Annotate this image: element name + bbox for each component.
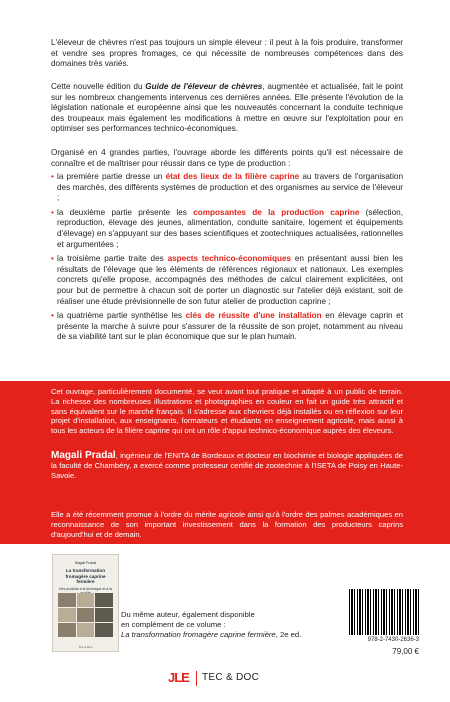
bullet-highlight: aspects technico-économiques bbox=[167, 254, 292, 264]
bullet-icon: • bbox=[51, 172, 54, 181]
intro-paragraph-1: L'éleveur de chèvres n'est pas toujours un simple éleveur : il peut à la fois produire, transformer et vendre ses propres fromages, ce qui nécessite de nombreuses compétences dans des domaines très variés. bbox=[51, 38, 403, 69]
intro-paragraph-3: Organisé en 4 grandes parties, l'ouvrage aborde les différents points qu'il est nécessaire de connaître et de maîtriser pour réussir dans ce type de production : bbox=[51, 148, 403, 168]
bullet-text-post: (sélection, reproduction, élevage des jeunes, alimentation, conduite sanitaire, logement et équipements d'élevage) en s'appuyant sur des bases scientifiques et zootechniques actualisées, rationnelles et argumentées ; bbox=[57, 207, 404, 249]
bullet-highlight: composantes de la production caprine bbox=[193, 207, 360, 217]
cover-photo bbox=[58, 608, 76, 622]
related-book-cover bbox=[52, 554, 119, 652]
related-note-title-line bbox=[121, 630, 361, 640]
bullet-highlight: état des lieux de la filière caprine bbox=[165, 172, 300, 181]
cover-subtitle: Des produits à la technique et à la bbox=[59, 586, 112, 591]
cover-publisher: Tec & Doc bbox=[78, 645, 93, 649]
tec-doc-logo-text: TEC & DOC bbox=[202, 672, 260, 683]
bullet-text-pre: la troisième partie traite des bbox=[57, 254, 168, 264]
cover-author: Magali Pradal bbox=[74, 561, 97, 565]
guide-title: Guide de l'éleveur de chèvres bbox=[145, 82, 263, 91]
list-item bbox=[51, 172, 403, 204]
author-paragraph bbox=[51, 451, 403, 480]
bullet-text-pre: la première partie dresse un bbox=[57, 172, 166, 181]
isbn-number: 978-2-7430-2636-3 bbox=[367, 637, 419, 643]
bullet-text-pre: la deuxième partie présente les bbox=[57, 207, 194, 217]
price: 79,00 € bbox=[392, 647, 419, 656]
cover-photo bbox=[95, 593, 113, 607]
list-item bbox=[51, 208, 403, 250]
cover-photo bbox=[58, 593, 76, 607]
cover-photo bbox=[77, 623, 95, 637]
cover-photo-grid bbox=[58, 593, 113, 637]
audience-paragraph: Cet ouvrage, particulièrement documenté, se veut avant tout pratique et adapté à un public de terrain. La richesse des nombreuses illustrations et photographies en couleur en fait un guide très attractif et sans équivalent sur le marché français. Il s'adresse aux chevriers déjà installés ou en réflexion sur leur projet d'installation, aux enseignants, formateurs et étudiants en enseignement agricole, mais aussi à tous les acteurs de la filière caprine qui ont un rôle d'appui technico-économique auprès des éleveurs. bbox=[51, 387, 403, 436]
cover-title: La transformation fromagère caprine fermière bbox=[65, 568, 106, 585]
related-book-edition: , 2e ed. bbox=[275, 629, 302, 639]
intro-paragraph-2-pre: Cette nouvelle édition du bbox=[51, 82, 146, 91]
cover-photo bbox=[95, 608, 113, 622]
related-book-title: La transformation fromagère caprine fermière bbox=[121, 629, 276, 639]
logo-divider bbox=[196, 671, 197, 686]
related-book-note bbox=[121, 610, 361, 639]
parts-list bbox=[51, 172, 403, 347]
bullet-icon: • bbox=[51, 207, 54, 217]
bullet-icon: • bbox=[51, 311, 54, 321]
bullet-text-post: au travers de l'organisation des marchés, des différents systèmes de production et des organismes au service de l'éleveur ; bbox=[57, 172, 403, 203]
bullet-icon: • bbox=[51, 254, 54, 264]
bullet-text-pre: la quatrième partie synthétise les bbox=[57, 311, 186, 321]
barcode bbox=[349, 589, 419, 635]
cover-photo bbox=[95, 623, 113, 637]
publisher-logo bbox=[168, 670, 278, 688]
bullet-text-post: en élevage caprin et présente la marche à suivre pour s'assurer de la réussite de son projet, notamment au niveau de sa viabilité tant sur le plan économique que sur le plan humain. bbox=[57, 311, 404, 342]
cover-photo bbox=[77, 608, 95, 622]
intro-paragraph-2-post: , augmentée et actualisée, fait le point sur les nombreux changements intervenus ces dernières années. Elle présente l'évolution de la législation nationale et européenne ainsi que les nouveautés concernant la conduite technique des troupeaux mais également les modifications à mettre en œuvre sur l'exploitation pour en optimiser ses performances technico-économiques. bbox=[51, 82, 403, 134]
cover-photo bbox=[77, 593, 95, 607]
bullet-text-post: en présentant aussi bien les résultats de l'élevage que les éléments de références régionaux et nationaux. Les exemples concrets qu'elle propose, accompagnés des méthodes de calcul clairement explicitées, ont pour but de permettre à chacun soit de porter un diagnostic sur l'atelier déjà existant, soit de réaliser une étude prévisionnelle de son futur atelier de production caprine ; bbox=[57, 254, 404, 306]
cover-photo bbox=[58, 623, 76, 637]
related-note-line-2: en complément de ce volume : bbox=[121, 619, 226, 629]
honors-paragraph: Elle a été récemment promue à l'ordre du mérite agricole ainsi qu'à l'ordre des palmes académiques en reconnaissance de son important investissement dans la formation des producteurs caprins d'aujourd'hui et de demain. bbox=[51, 510, 403, 539]
list-item bbox=[51, 311, 403, 343]
jle-logo-text: JLE bbox=[168, 670, 189, 685]
intro-paragraph-2 bbox=[51, 82, 403, 135]
author-bio: , ingénieur de l'ENITA de Bordeaux et docteur en biochimie et biologie appliquées de la faculté de Chambéry, a exercé comme professeur certifié de zootechnie à l'ISETA de Poisy en Haute-Savoie. bbox=[51, 451, 404, 480]
author-name: Magali Pradal bbox=[51, 450, 116, 461]
list-item bbox=[51, 254, 403, 307]
related-note-line-1: Du même auteur, également disponible bbox=[121, 610, 255, 619]
bullet-highlight: clés de réussite d'une installation bbox=[185, 311, 322, 321]
